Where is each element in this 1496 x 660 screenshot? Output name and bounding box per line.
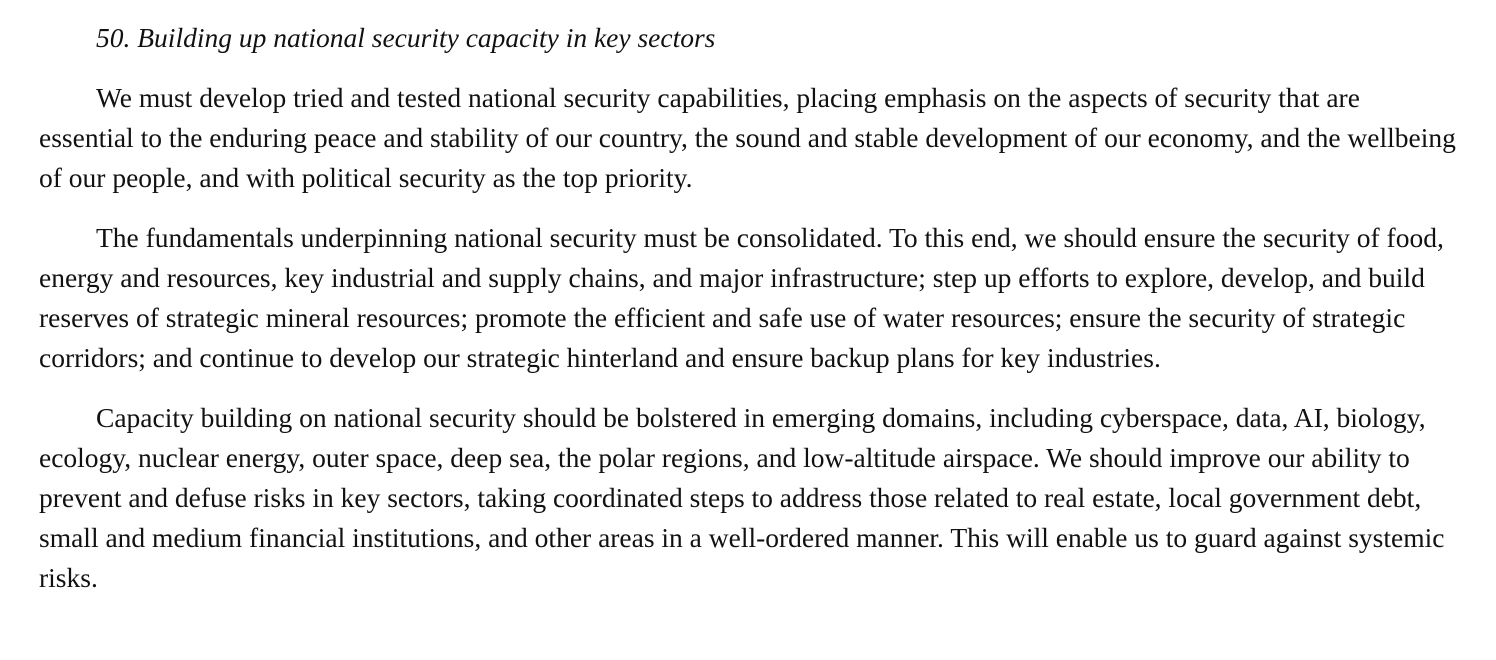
section-heading: 50. Building up national security capacity in key sectors — [96, 22, 716, 53]
paragraph-fundamentals: The fundamentals underpinning national security must be consolidated. To this end, we should ensure the security of food, energy and resources, key industrial and supply chains, and major infrastructure; step up efforts to explore, develop, and build reserves of strategic mineral resources; promote the efficient and safe use of water resources; ensure the security of strategic corridors; and continue to develop our strategic hinterland and ensure backup plans for key industries. — [39, 222, 1444, 373]
paragraph-capabilities: We must develop tried and tested national security capabilities, placing emphasis on the aspects of security that are essential to the enduring peace and stability of our country, the sound and stable development of our economy, and the wellbeing of our people, and with political security as the top priority. — [39, 82, 1456, 193]
paragraph-emerging-domains: Capacity building on national security should be bolstered in emerging domains, including cyberspace, data, AI, biology, ecology, nuclear energy, outer space, deep sea, the polar regions, and low-altitude airspace. We should improve our ability to prevent and defuse risks in key sectors, taking coordinated steps to address those related to real estate, local government debt, small and medium financial institutions, and other areas in a well-ordered manner. This will enable us to guard against systemic risks. — [39, 402, 1445, 593]
document-page — [39, 18, 1459, 618]
